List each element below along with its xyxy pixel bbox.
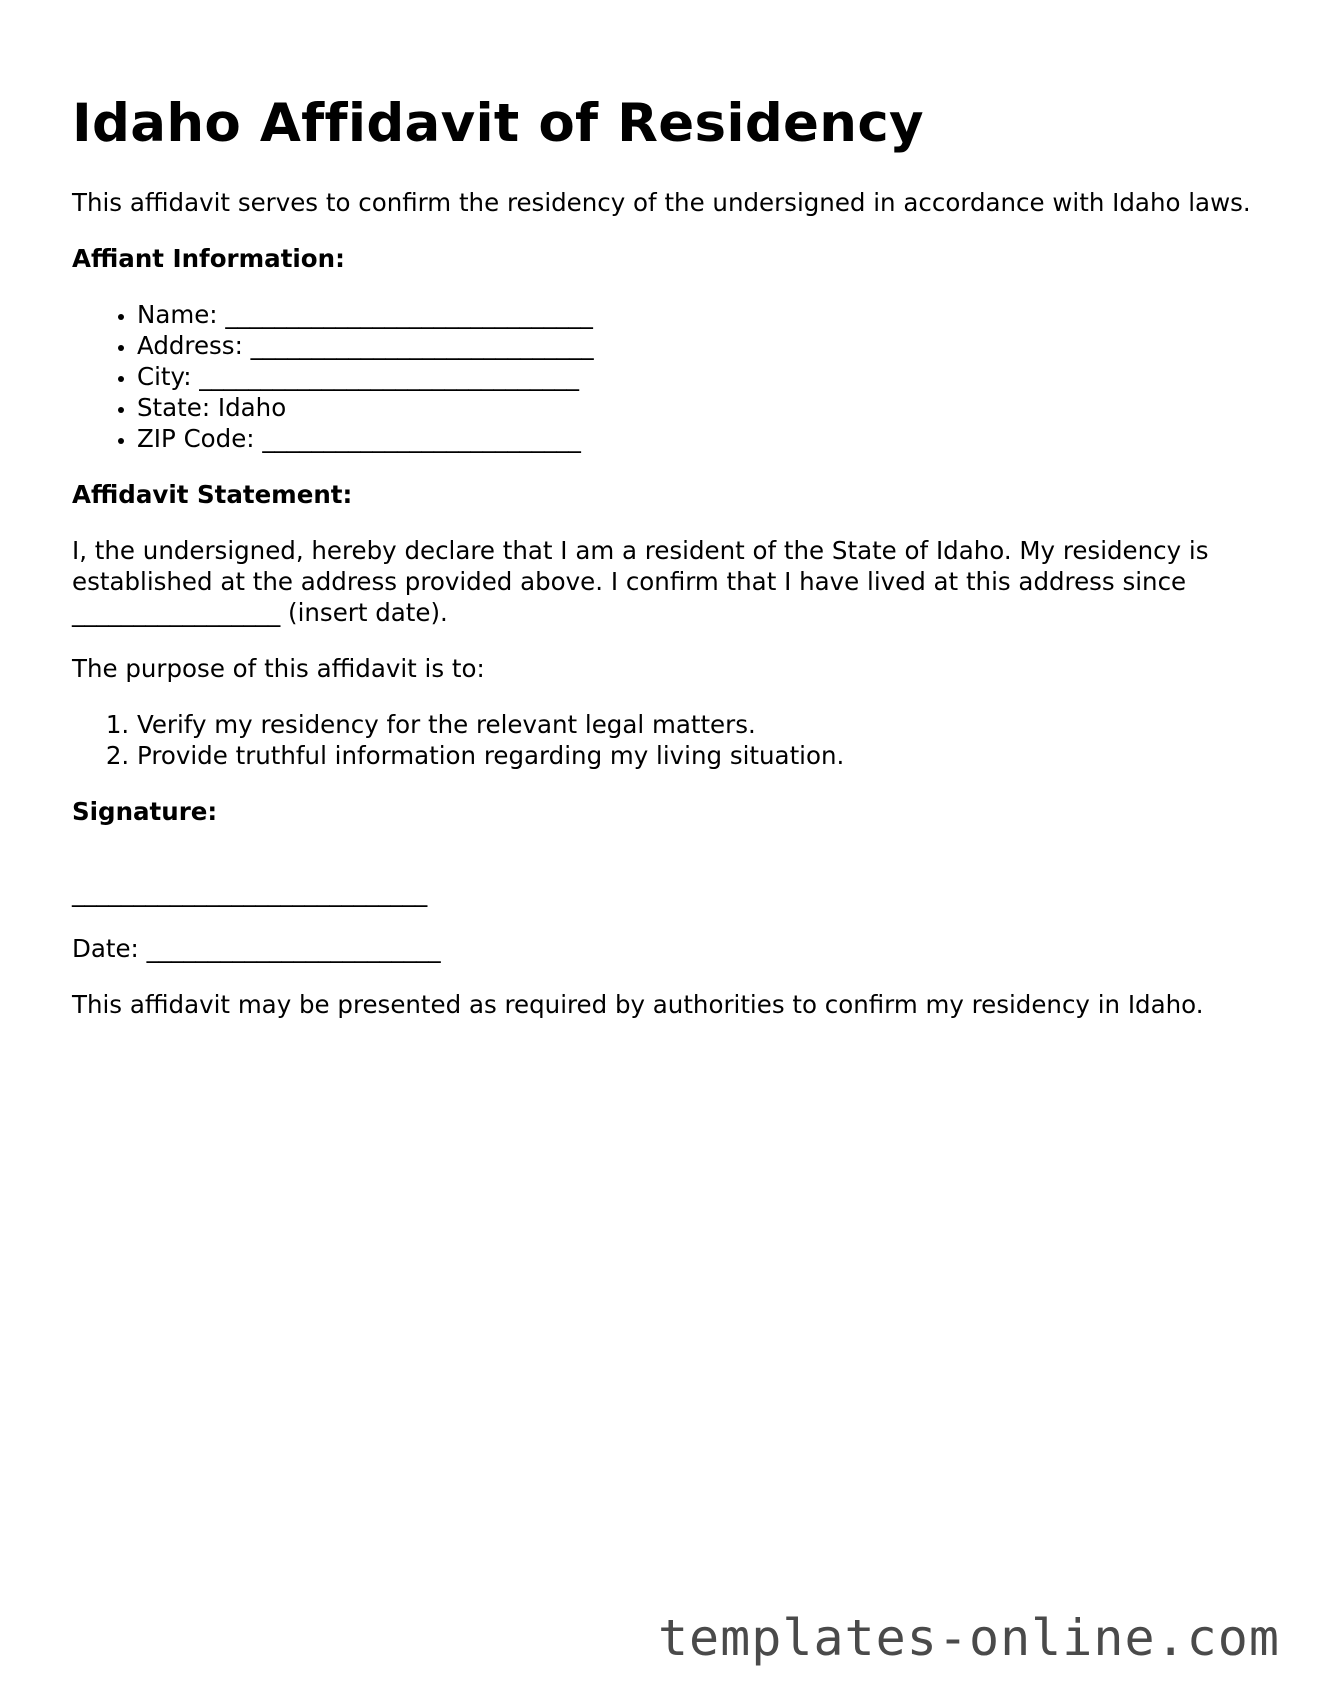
watermark: templates-online.com xyxy=(657,1609,1280,1667)
intro-paragraph: This affidavit serves to confirm the residency of the undersigned in accordance with Idaho laws. xyxy=(72,188,1251,217)
affiant-address-field: • Address: ____________________________ xyxy=(137,330,1252,361)
date-line: Date: ________________________ xyxy=(72,934,441,963)
document-body xyxy=(72,187,1252,1045)
affiant-city-field: • City: _______________________________ xyxy=(137,361,1252,392)
statement-heading: Affidavit Statement: xyxy=(72,480,353,509)
document-title: Idaho Affidavit of Residency xyxy=(72,93,924,154)
affiant-state-field: • State: Idaho xyxy=(137,392,1252,423)
closing-paragraph: This affidavit may be presented as required by authorities to confirm my residency in Idaho. xyxy=(72,990,1204,1019)
signature-line: _____________________________ xyxy=(72,878,428,907)
purpose-item: 2. Provide truthful information regarding my living situation. xyxy=(137,740,1252,771)
affiant-name-field: • Name: ______________________________ xyxy=(137,299,1252,330)
statement-paragraph: I, the undersigned, hereby declare that I am a resident of the State of Idaho. My residency is established at the address provided above. I confirm that I have lived at this address since _________________ (insert date). xyxy=(72,536,1209,627)
affiant-heading: Affiant Information: xyxy=(72,244,345,273)
purpose-intro: The purpose of this affidavit is to: xyxy=(72,654,485,683)
purpose-list xyxy=(72,709,1252,771)
purpose-item: 1. Verify my residency for the relevant legal matters. xyxy=(137,709,1252,740)
signature-heading: Signature: xyxy=(72,797,218,826)
affiant-field-list xyxy=(72,299,1252,454)
affiant-zip-field: • ZIP Code: __________________________ xyxy=(137,423,1252,454)
